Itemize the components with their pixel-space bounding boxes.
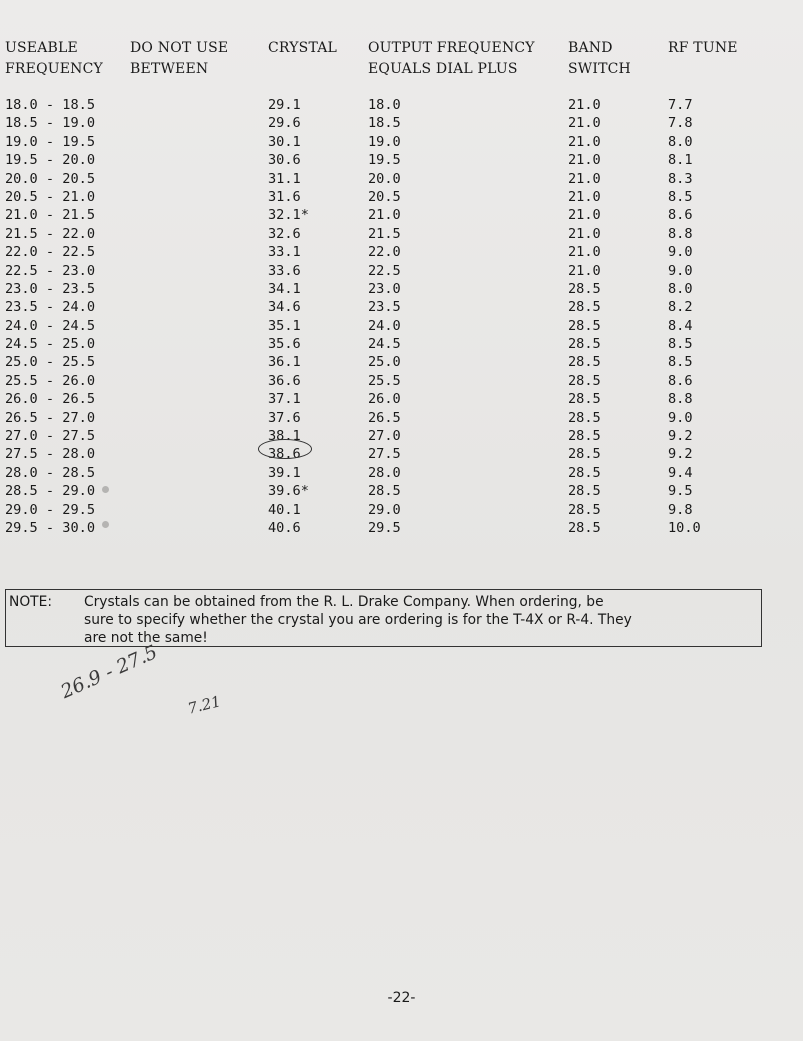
band-switch-cell: 28.5 bbox=[568, 409, 601, 426]
useable-frequency-cell: 29.5 - 30.0 bbox=[5, 519, 96, 536]
output-frequency-cell: 29.5 bbox=[368, 519, 401, 536]
useable-frequency-cell: 24.0 - 24.5 bbox=[5, 317, 96, 334]
band-switch-cell: 21.0 bbox=[568, 188, 601, 205]
band-switch-cell: 21.0 bbox=[568, 225, 601, 242]
crystal-cell: 36.1 bbox=[268, 354, 301, 371]
band-switch-cell: 21.0 bbox=[568, 262, 601, 279]
useable-frequency-cell: 26.0 - 26.5 bbox=[5, 391, 96, 408]
crystal-cell: 32.6 bbox=[268, 225, 301, 242]
output-frequency-cell: 20.5 bbox=[368, 188, 401, 205]
useable-frequency-cell: 25.0 - 25.5 bbox=[5, 354, 96, 371]
output-frequency-cell: 18.5 bbox=[368, 115, 401, 132]
useable-frequency-cell: 19.0 - 19.5 bbox=[5, 133, 96, 150]
rf-tune-cell: 8.0 bbox=[668, 280, 693, 297]
rf-tune-cell: 8.0 bbox=[668, 133, 693, 150]
column-crystal bbox=[268, 96, 309, 537]
band-switch-cell: 21.0 bbox=[568, 115, 601, 132]
band-switch-cell: 28.5 bbox=[568, 299, 601, 316]
band-switch-cell: 28.5 bbox=[568, 501, 601, 518]
note-label: NOTE: bbox=[9, 594, 52, 610]
header-line: CRYSTAL bbox=[268, 40, 338, 56]
output-frequency-cell: 27.5 bbox=[368, 446, 401, 463]
output-frequency-cell: 21.0 bbox=[368, 207, 401, 224]
useable-frequency-cell: 28.0 - 28.5 bbox=[5, 464, 96, 481]
output-frequency-cell: 24.0 bbox=[368, 317, 401, 334]
note-line: Crystals can be obtained from the R. L. Drake Company. When ordering, be bbox=[84, 594, 604, 610]
output-frequency-cell: 19.5 bbox=[368, 152, 401, 169]
handwritten-value: 7.21 bbox=[185, 692, 223, 718]
band-switch-cell: 28.5 bbox=[568, 464, 601, 481]
crystal-cell: 34.6 bbox=[268, 299, 301, 316]
output-frequency-cell: 20.0 bbox=[368, 170, 401, 187]
header-line: FREQUENCY bbox=[5, 61, 103, 77]
header-rf-tune bbox=[668, 38, 738, 59]
band-switch-cell: 21.0 bbox=[568, 152, 601, 169]
useable-frequency-cell: 19.5 - 20.0 bbox=[5, 152, 96, 169]
useable-frequency-cell: 28.5 - 29.0 bbox=[5, 483, 96, 500]
crystal-cell: 39.1 bbox=[268, 464, 301, 481]
crystal-cell: 35.1 bbox=[268, 317, 301, 334]
useable-frequency-cell: 18.0 - 18.5 bbox=[5, 97, 96, 113]
crystal-cell: 29.1 bbox=[268, 97, 301, 113]
rf-tune-cell: 7.8 bbox=[668, 115, 693, 132]
useable-frequency-cell: 18.5 - 19.0 bbox=[5, 115, 96, 132]
band-switch-cell: 21.0 bbox=[568, 207, 601, 224]
useable-frequency-cell: 23.0 - 23.5 bbox=[5, 280, 96, 297]
handwritten-range: 26.9 - 27.5 bbox=[57, 641, 161, 704]
band-switch-cell: 28.5 bbox=[568, 317, 601, 334]
crystal-cell: 33.1 bbox=[268, 244, 301, 261]
useable-frequency-cell: 22.0 - 22.5 bbox=[5, 244, 96, 261]
header-line: BETWEEN bbox=[130, 61, 209, 77]
crystal-cell: 34.1 bbox=[268, 280, 301, 297]
rf-tune-cell: 8.8 bbox=[668, 225, 693, 242]
crystal-cell: 37.6 bbox=[268, 409, 301, 426]
band-switch-cell: 28.5 bbox=[568, 354, 601, 371]
crystal-cell: 33.6 bbox=[268, 262, 301, 279]
header-output-frequency bbox=[368, 38, 535, 80]
crystal-cell: 30.6 bbox=[268, 152, 301, 169]
output-frequency-cell: 29.0 bbox=[368, 501, 401, 518]
band-switch-cell: 21.0 bbox=[568, 97, 601, 113]
header-line: RF TUNE bbox=[668, 40, 738, 56]
useable-frequency-cell: 27.0 - 27.5 bbox=[5, 428, 96, 445]
rf-tune-cell: 9.4 bbox=[668, 464, 693, 481]
crystal-cell: 37.1 bbox=[268, 391, 301, 408]
rf-tune-cell: 8.8 bbox=[668, 391, 693, 408]
note-box bbox=[5, 589, 762, 647]
crystal-cell: 31.6 bbox=[268, 188, 301, 205]
band-switch-cell: 28.5 bbox=[568, 483, 601, 500]
band-switch-cell: 21.0 bbox=[568, 170, 601, 187]
useable-frequency-cell: 21.0 - 21.5 bbox=[5, 207, 96, 224]
useable-frequency-cell: 24.5 - 25.0 bbox=[5, 336, 96, 353]
output-frequency-cell: 19.0 bbox=[368, 133, 401, 150]
rf-tune-cell: 8.5 bbox=[668, 336, 693, 353]
rf-tune-cell: 8.3 bbox=[668, 170, 693, 187]
header-line: OUTPUT FREQUENCY bbox=[368, 40, 535, 56]
rf-tune-cell: 9.0 bbox=[668, 244, 693, 261]
band-switch-cell: 21.0 bbox=[568, 133, 601, 150]
band-switch-cell: 28.5 bbox=[568, 372, 601, 389]
output-frequency-cell: 23.5 bbox=[368, 299, 401, 316]
output-frequency-cell: 18.0 bbox=[368, 97, 401, 113]
column-output-frequency bbox=[368, 96, 401, 537]
column-useable-frequency bbox=[5, 96, 95, 537]
rf-tune-cell: 8.1 bbox=[668, 152, 693, 169]
header-line: EQUALS DIAL PLUS bbox=[368, 61, 518, 77]
header-line: USEABLE bbox=[5, 40, 78, 56]
crystal-cell: 39.6* bbox=[268, 483, 309, 500]
rf-tune-cell: 10.0 bbox=[668, 519, 701, 536]
note-line: are not the same! bbox=[84, 630, 208, 646]
rf-tune-cell: 8.6 bbox=[668, 372, 693, 389]
output-frequency-cell: 23.0 bbox=[368, 280, 401, 297]
header-line: SWITCH bbox=[568, 61, 631, 77]
crystal-cell: 38.6 bbox=[268, 446, 301, 463]
page-number: -22- bbox=[387, 990, 416, 1006]
output-frequency-cell: 22.5 bbox=[368, 262, 401, 279]
useable-frequency-cell: 26.5 - 27.0 bbox=[5, 409, 96, 426]
note-text bbox=[84, 593, 754, 647]
rf-tune-cell: 9.0 bbox=[668, 262, 693, 279]
crystal-cell: 29.6 bbox=[268, 115, 301, 132]
output-frequency-cell: 26.0 bbox=[368, 391, 401, 408]
rf-tune-cell: 9.2 bbox=[668, 446, 693, 463]
output-frequency-cell: 27.0 bbox=[368, 428, 401, 445]
useable-frequency-cell: 27.5 - 28.0 bbox=[5, 446, 96, 463]
output-frequency-cell: 25.5 bbox=[368, 372, 401, 389]
output-frequency-cell: 22.0 bbox=[368, 244, 401, 261]
column-rf-tune bbox=[668, 96, 701, 537]
crystal-cell: 35.6 bbox=[268, 336, 301, 353]
band-switch-cell: 21.0 bbox=[568, 244, 601, 261]
crystal-cell: 31.1 bbox=[268, 170, 301, 187]
output-frequency-cell: 24.5 bbox=[368, 336, 401, 353]
crystal-cell: 32.1* bbox=[268, 207, 309, 224]
handwritten-circle-mark bbox=[258, 439, 312, 459]
useable-frequency-cell: 20.5 - 21.0 bbox=[5, 188, 96, 205]
header-useable-frequency bbox=[5, 38, 103, 80]
rf-tune-cell: 8.6 bbox=[668, 207, 693, 224]
useable-frequency-cell: 20.0 - 20.5 bbox=[5, 170, 96, 187]
rf-tune-cell: 9.2 bbox=[668, 428, 693, 445]
rf-tune-cell: 9.0 bbox=[668, 409, 693, 426]
useable-frequency-cell: 22.5 - 23.0 bbox=[5, 262, 96, 279]
rf-tune-cell: 8.4 bbox=[668, 317, 693, 334]
band-switch-cell: 28.5 bbox=[568, 336, 601, 353]
output-frequency-cell: 28.0 bbox=[368, 464, 401, 481]
useable-frequency-cell: 25.5 - 26.0 bbox=[5, 372, 96, 389]
output-frequency-cell: 28.5 bbox=[368, 483, 401, 500]
crystal-cell: 36.6 bbox=[268, 372, 301, 389]
crystal-cell: 30.1 bbox=[268, 133, 301, 150]
rf-tune-cell: 8.5 bbox=[668, 354, 693, 371]
output-frequency-cell: 26.5 bbox=[368, 409, 401, 426]
crystal-cell: 38.1 bbox=[268, 428, 301, 445]
note-line: sure to specify whether the crystal you are ordering is for the T-4X or R-4. They bbox=[84, 612, 632, 628]
rf-tune-cell: 8.2 bbox=[668, 299, 693, 316]
useable-frequency-cell: 23.5 - 24.0 bbox=[5, 299, 96, 316]
rf-tune-cell: 8.5 bbox=[668, 188, 693, 205]
column-band-switch bbox=[568, 96, 601, 537]
band-switch-cell: 28.5 bbox=[568, 280, 601, 297]
header-crystal bbox=[268, 38, 337, 59]
rf-tune-cell: 9.8 bbox=[668, 501, 693, 518]
punch-dot bbox=[102, 486, 109, 493]
header-band-switch bbox=[568, 38, 631, 80]
header-line: BAND bbox=[568, 40, 613, 56]
output-frequency-cell: 21.5 bbox=[368, 225, 401, 242]
crystal-cell: 40.1 bbox=[268, 501, 301, 518]
punch-dot bbox=[102, 521, 109, 528]
useable-frequency-cell: 21.5 - 22.0 bbox=[5, 225, 96, 242]
band-switch-cell: 28.5 bbox=[568, 519, 601, 536]
rf-tune-cell: 9.5 bbox=[668, 483, 693, 500]
output-frequency-cell: 25.0 bbox=[368, 354, 401, 371]
header-do-not-use bbox=[130, 38, 228, 80]
band-switch-cell: 28.5 bbox=[568, 391, 601, 408]
crystal-cell: 40.6 bbox=[268, 519, 301, 536]
useable-frequency-cell: 29.0 - 29.5 bbox=[5, 501, 96, 518]
band-switch-cell: 28.5 bbox=[568, 446, 601, 463]
band-switch-cell: 28.5 bbox=[568, 428, 601, 445]
rf-tune-cell: 7.7 bbox=[668, 97, 693, 113]
header-line: DO NOT USE bbox=[130, 40, 229, 56]
